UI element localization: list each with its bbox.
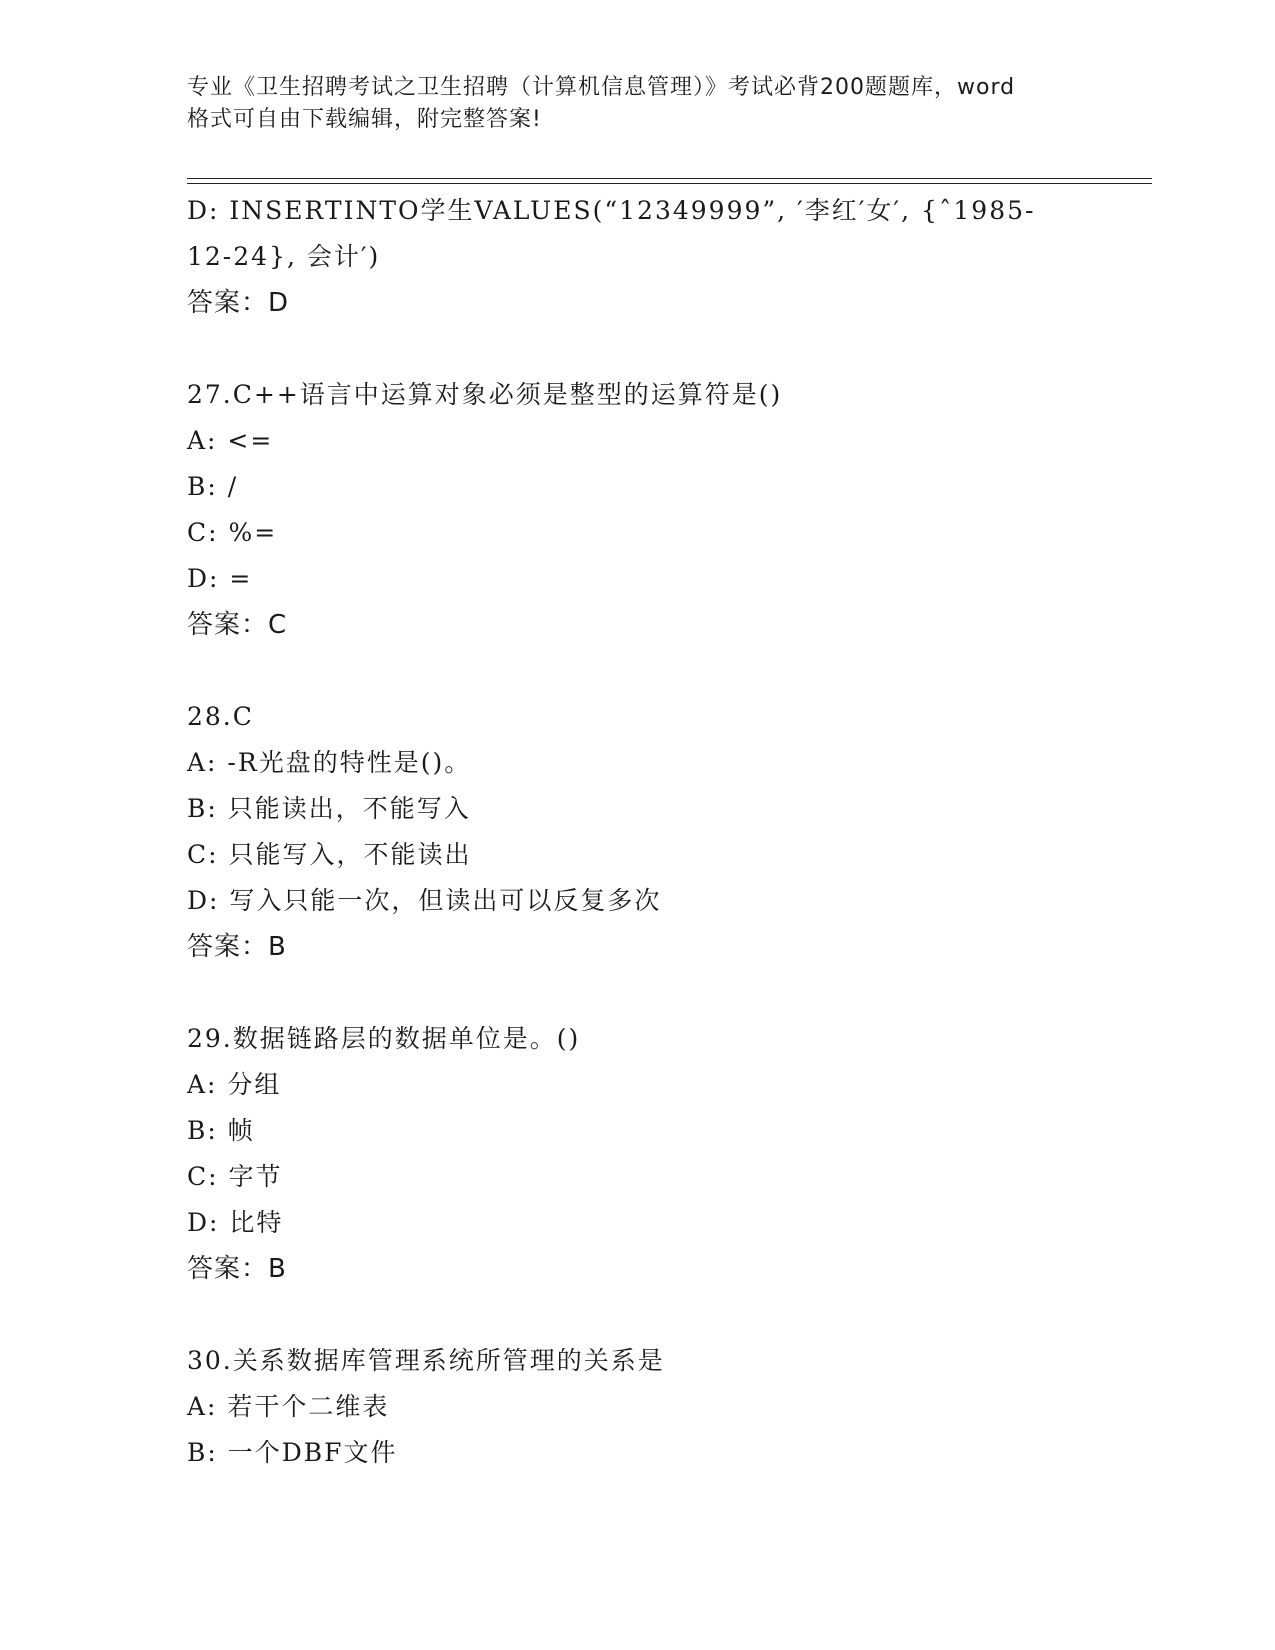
spacer: [187, 326, 1087, 372]
option-c: C: 只能写入，不能读出: [187, 840, 472, 869]
question-stem: 29.数据链路层的数据单位是。(): [187, 1024, 581, 1053]
option-b: B: 只能读出，不能写入: [187, 794, 471, 823]
spacer: [187, 1292, 1087, 1338]
option-d-line-1: D: INSERTINTO学生VALUES(“12349999”, ′李红′女′, {ˆ1985-: [187, 196, 1036, 225]
option-b: B: 帧: [187, 1116, 255, 1145]
question-29: [187, 1016, 1087, 1292]
question-28: [187, 694, 1087, 970]
option-a: A: 分组: [187, 1070, 282, 1099]
question-list: [187, 188, 1087, 1476]
option-a: A: -R光盘的特性是()。: [187, 748, 472, 777]
spacer: [187, 970, 1087, 1016]
spacer: [187, 648, 1087, 694]
option-a: A: <=: [187, 426, 274, 455]
question-27: [187, 372, 1087, 648]
header-line-2: 格式可自由下载编辑，附完整答案!: [187, 107, 542, 132]
question-26-tail: [187, 188, 1087, 326]
question-30: [187, 1338, 1087, 1476]
option-d: D: 比特: [187, 1208, 284, 1237]
answer-label: 答案：C: [187, 610, 288, 640]
option-b: B: /: [187, 472, 239, 501]
option-d: D: =: [187, 564, 253, 593]
document-header: [187, 72, 1087, 136]
answer-label: 答案：B: [187, 1254, 287, 1284]
question-stem: 28.C: [187, 702, 254, 731]
answer-label: 答案：D: [187, 288, 290, 318]
option-b: B: 一个DBF文件: [187, 1438, 398, 1467]
question-stem: 30.关系数据库管理系统所管理的关系是: [187, 1346, 665, 1375]
option-d-line-2: 12-24}, 会计′): [187, 242, 381, 271]
header-divider-top: [187, 178, 1152, 179]
answer-label: 答案：B: [187, 932, 287, 962]
option-c: C: %=: [187, 518, 278, 547]
option-d: D: 写入只能一次，但读出可以反复多次: [187, 886, 662, 915]
header-line-1: 专业《卫生招聘考试之卫生招聘（计算机信息管理）》考试必背200题题库，word: [187, 75, 1016, 100]
question-stem: 27.C++语言中运算对象必须是整型的运算符是(): [187, 380, 783, 409]
option-c: C: 字节: [187, 1162, 283, 1191]
header-divider-bottom: [187, 183, 1152, 184]
option-a: A: 若干个二维表: [187, 1392, 390, 1421]
